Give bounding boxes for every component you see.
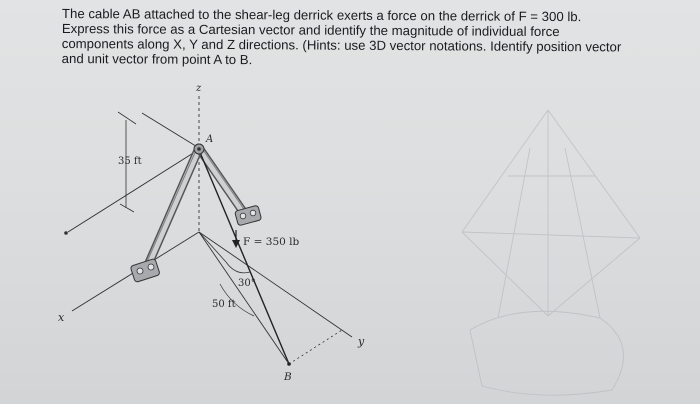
problem-line-2: Express this force as a Cartesian vector and identify the magnitude of individual force xyxy=(61,20,560,40)
problem-line-3: components along X, Y and Z directions. (Hints: use 3D vector notations. Identify position vector xyxy=(61,35,622,55)
joint-a xyxy=(194,144,204,154)
point-a-label: A xyxy=(206,134,214,145)
force-label: F = 350 lb xyxy=(243,236,300,248)
guy-line-to-top xyxy=(142,113,199,148)
derrick-leg-right xyxy=(199,147,248,216)
problem-line-4: and unit vector from point A to B. xyxy=(61,50,253,68)
bleed-through-drawing xyxy=(462,110,640,395)
b-to-y-line xyxy=(289,330,342,364)
ground-line-to-b xyxy=(199,232,289,364)
angle-label: 30° xyxy=(238,278,256,289)
point-b xyxy=(287,362,291,366)
y-axis-label: y xyxy=(358,335,365,348)
x-axis-label: x xyxy=(58,311,65,324)
height-dimension-label: 35 ft xyxy=(118,156,142,167)
z-axis-label: z xyxy=(196,83,202,94)
distance-dimension-label: 50 ft xyxy=(212,299,236,310)
point-b-label: B xyxy=(284,371,292,383)
cable-ab xyxy=(199,150,289,364)
problem-line-1: The cable AB attached to the shear-leg derrick exerts a force on the derrick of F = 300 lb. xyxy=(61,6,582,25)
base-mount-left xyxy=(130,258,160,282)
